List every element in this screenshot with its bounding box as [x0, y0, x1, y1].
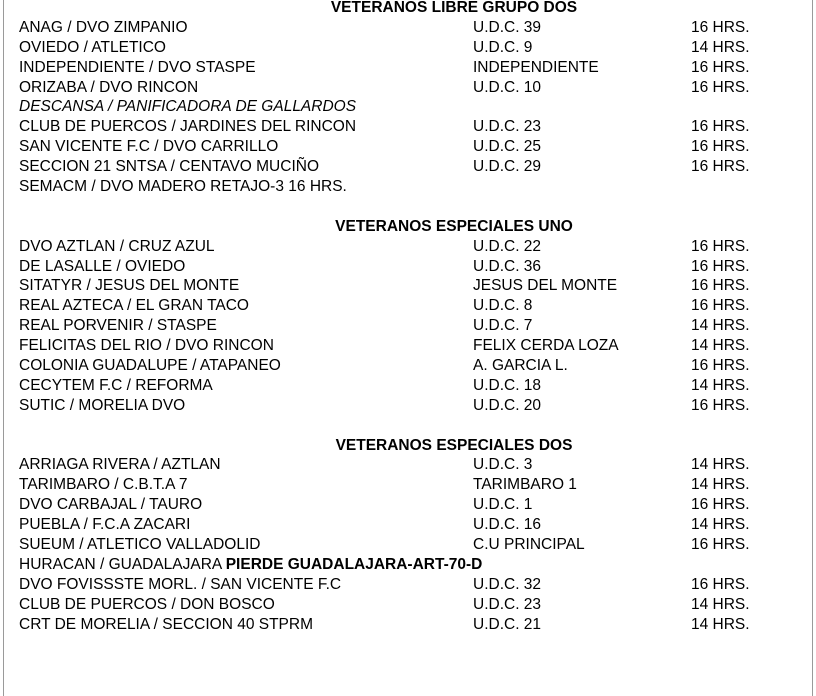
venue-text: U.D.C. 8	[473, 297, 533, 315]
section-title: VETERANOS ESPECIALES DOS	[335, 436, 573, 454]
match-text: CLUB DE PUERCOS / JARDINES DEL RINCON	[19, 118, 357, 136]
time-text: 16 HRS.	[691, 496, 750, 514]
table-row	[19, 296, 799, 316]
venue-text: U.D.C. 36	[473, 257, 542, 275]
match-text: CLUB DE PUERCOS / DON BOSCO	[19, 595, 275, 613]
time-text: 16 HRS.	[691, 237, 750, 255]
time-text: 14 HRS.	[691, 615, 750, 633]
match-text: TARIMBARO / C.B.T.A 7	[19, 476, 188, 494]
time-text: 16 HRS.	[691, 118, 750, 136]
match-text: CRT DE MORELIA / SECCION 40 STPRM	[19, 615, 313, 633]
table-row	[19, 58, 799, 78]
table-row	[19, 356, 799, 376]
time-text: 14 HRS.	[691, 376, 750, 394]
match-text: DE LASALLE / OVIEDO	[19, 257, 186, 275]
table-row	[19, 78, 799, 98]
match-text: CECYTEM F.C / REFORMA	[19, 376, 213, 394]
venue-text: U.D.C. 39	[473, 18, 542, 36]
match-text: DESCANSA / PANIFICADORA DE GALLARDOS	[19, 98, 357, 116]
time-text: 16 HRS.	[691, 58, 750, 76]
venue-text: U.D.C. 9	[473, 38, 533, 56]
table-row	[19, 455, 799, 475]
table-row	[19, 316, 799, 336]
venue-text: FELIX CERDA LOZA	[473, 337, 619, 355]
table-row	[19, 38, 799, 58]
spacer	[19, 197, 799, 217]
venue-text: U.D.C. 3	[473, 456, 533, 474]
venue-text: U.D.C. 21	[473, 615, 542, 633]
venue-text: U.D.C. 7	[473, 317, 533, 335]
match-text: SUTIC / MORELIA DVO	[19, 396, 186, 414]
spacer	[19, 416, 799, 436]
table-row-bye	[19, 97, 799, 117]
match-text: SEMACM / DVO MADERO RETAJO-3 16 HRS.	[19, 178, 347, 196]
venue-text: U.D.C. 16	[473, 516, 542, 534]
table-row	[19, 177, 799, 197]
venue-text: U.D.C. 32	[473, 575, 542, 593]
match-text: ANAG / DVO ZIMPANIO	[19, 18, 188, 36]
venue-text: U.D.C. 23	[473, 595, 542, 613]
table-row	[19, 575, 799, 595]
forfeit-note: PIERDE GUADALAJARA-ART-70-D	[225, 555, 483, 573]
table-row	[19, 137, 799, 157]
table-row	[19, 475, 799, 495]
venue-text: C.U PRINCIPAL	[473, 536, 585, 554]
venue-text: U.D.C. 22	[473, 237, 542, 255]
schedule-document	[19, 0, 799, 635]
table-row	[19, 396, 799, 416]
match-text-with-note	[19, 555, 482, 575]
table-row	[19, 157, 799, 177]
section-title: VETERANOS ESPECIALES UNO	[335, 217, 573, 235]
table-row	[19, 495, 799, 515]
match-text: COLONIA GUADALUPE / ATAPANEO	[19, 357, 281, 375]
venue-text: U.D.C. 23	[473, 118, 542, 136]
time-text: 16 HRS.	[691, 396, 750, 414]
time-text: 14 HRS.	[691, 317, 750, 335]
venue-text: TARIMBARO 1	[473, 476, 577, 494]
time-text: 16 HRS.	[691, 257, 750, 275]
time-text: 14 HRS.	[691, 476, 750, 494]
time-text: 14 HRS.	[691, 456, 750, 474]
time-text: 16 HRS.	[691, 575, 750, 593]
match-text: DVO FOVISSSTE MORL. / SAN VICENTE F.C	[19, 575, 342, 593]
time-text: 16 HRS.	[691, 277, 750, 295]
match-text: ARRIAGA RIVERA / AZTLAN	[19, 456, 221, 474]
time-text: 16 HRS.	[691, 536, 750, 554]
match-text: FELICITAS DEL RIO / DVO RINCON	[19, 337, 274, 355]
match-text: INDEPENDIENTE / DVO STASPE	[19, 58, 256, 76]
table-row	[19, 237, 799, 257]
time-text: 16 HRS.	[691, 78, 750, 96]
venue-text: U.D.C. 29	[473, 158, 542, 176]
match-text: SECCION 21 SNTSA / CENTAVO MUCIÑO	[19, 158, 320, 176]
table-row	[19, 376, 799, 396]
table-row	[19, 257, 799, 277]
section-title: VETERANOS LIBRE GRUPO DOS	[330, 0, 578, 16]
venue-text: JESUS DEL MONTE	[473, 277, 618, 295]
table-row	[19, 595, 799, 615]
table-row	[19, 336, 799, 356]
table-row	[19, 535, 799, 555]
time-text: 16 HRS.	[691, 138, 750, 156]
venue-text: U.D.C. 10	[473, 78, 542, 96]
time-text: 14 HRS.	[691, 38, 750, 56]
match-text: ORIZABA / DVO RINCON	[19, 78, 199, 96]
match-text: SITATYR / JESUS DEL MONTE	[19, 277, 240, 295]
table-row	[19, 276, 799, 296]
match-text: SAN VICENTE F.C / DVO CARRILLO	[19, 138, 279, 156]
time-text: 14 HRS.	[691, 337, 750, 355]
time-text: 14 HRS.	[691, 595, 750, 613]
match-text: DVO AZTLAN / CRUZ AZUL	[19, 237, 215, 255]
time-text: 16 HRS.	[691, 18, 750, 36]
time-text: 16 HRS.	[691, 357, 750, 375]
time-text: 16 HRS.	[691, 297, 750, 315]
match-text: REAL AZTECA / EL GRAN TACO	[19, 297, 249, 315]
venue-text: INDEPENDIENTE	[473, 58, 599, 76]
venue-text: U.D.C. 18	[473, 376, 542, 394]
venue-text: A. GARCIA L.	[473, 357, 568, 375]
table-row	[19, 117, 799, 137]
venue-text: U.D.C. 25	[473, 138, 542, 156]
match-text: REAL PORVENIR / STASPE	[19, 317, 217, 335]
match-text: SUEUM / ATLETICO VALLADOLID	[19, 536, 261, 554]
match-text: DVO CARBAJAL / TAURO	[19, 496, 203, 514]
venue-text: U.D.C. 1	[473, 496, 533, 514]
table-row-forfeit	[19, 555, 799, 575]
time-text: 16 HRS.	[691, 158, 750, 176]
table-row	[19, 615, 799, 635]
match-text: HURACAN / GUADALAJARA	[19, 555, 226, 573]
match-text: PUEBLA / F.C.A ZACARI	[19, 516, 191, 534]
time-text: 14 HRS.	[691, 516, 750, 534]
venue-text: U.D.C. 20	[473, 396, 542, 414]
match-text: OVIEDO / ATLETICO	[19, 38, 166, 56]
table-row	[19, 18, 799, 38]
table-row	[19, 515, 799, 535]
